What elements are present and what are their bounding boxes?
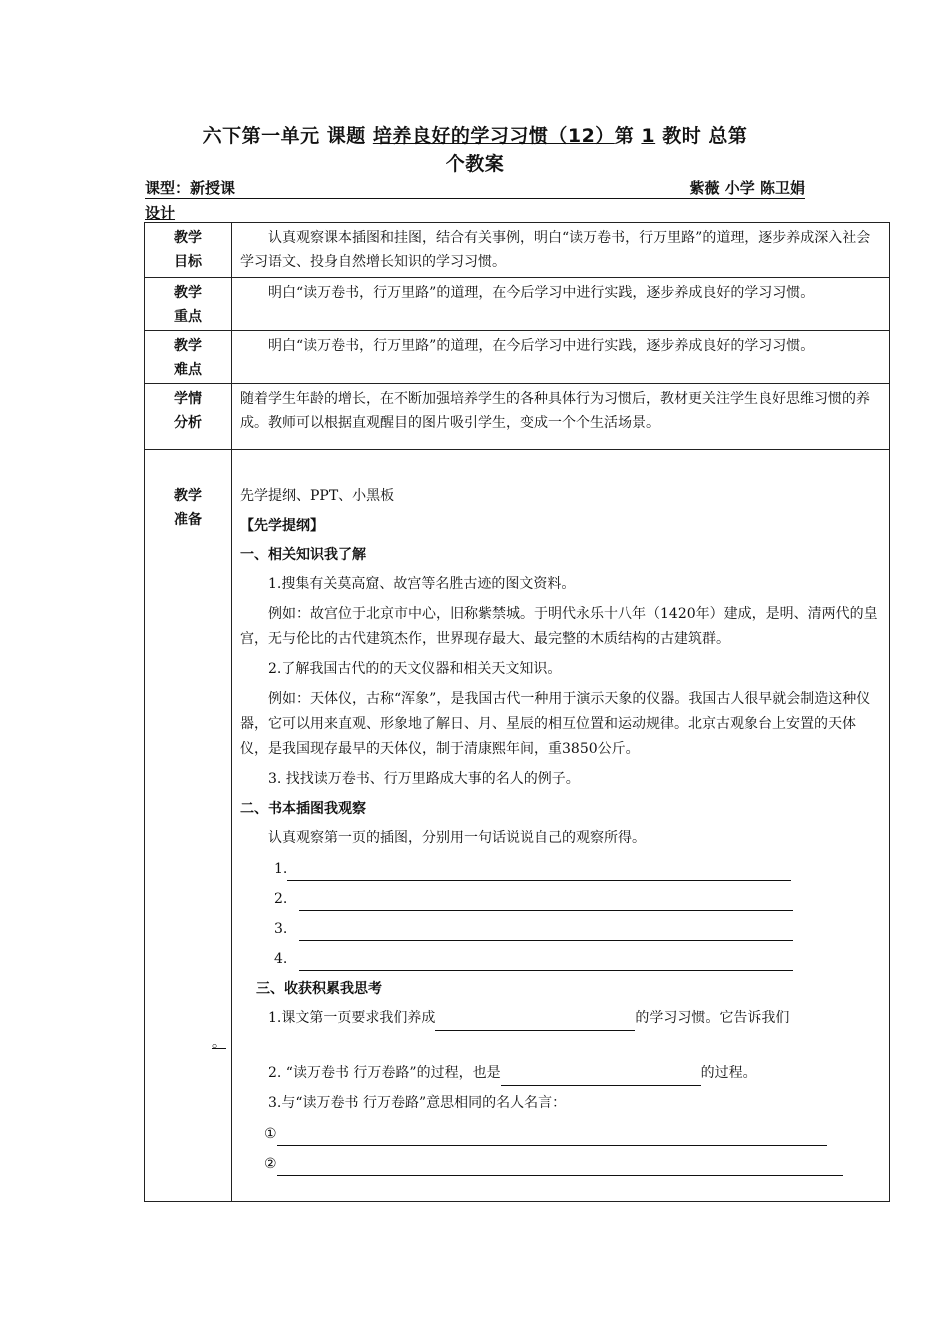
section2-intro: 认真观察第一页的插图，分别用一句话说说自己的观察所得。 — [268, 830, 646, 846]
section1-item3: 3. 找找读万卷书、行万里路成大事的名人的例子。 — [268, 771, 580, 787]
row-key — [145, 278, 890, 331]
analysis-label: 学情 分析 — [145, 384, 232, 450]
row-analysis — [145, 384, 890, 450]
section1-example2: 例如：天体仪，古称“浑象”，是我国古代一种用于演示天象的仪器。我国古人很早就会制造这种仪器，它可以用来直观、形象地了解日、月、星辰的相互位置和运动规律。北京古观象台上安置的天体仪，是我国现存最早的天体仪，制于清康熙年间，重3850公斤。 — [240, 691, 871, 757]
q1-blank[interactable] — [435, 1012, 635, 1031]
prep-materials: 先学提纲、PPT、小黑板 — [240, 488, 395, 504]
q2-blank[interactable] — [501, 1067, 701, 1086]
quote-line-1[interactable]: ① — [264, 1122, 881, 1146]
goal-label: 教学 目标 — [145, 223, 232, 278]
lesson-plan-table — [144, 222, 890, 1202]
section2-title: 二、书本插图我观察 — [240, 801, 366, 817]
goal-text: 认真观察课本插图和挂图，结合有关事例，明白“读万卷书，行万里路”的道理，逐步养成深入社会学习语文、投身自然增长知识的学习习惯。 — [232, 223, 890, 278]
title-topic: 培养良好的学习习惯（12） — [372, 125, 615, 147]
answer-line-1[interactable]: 1. — [274, 857, 881, 881]
row-goal — [145, 223, 890, 278]
quote-line-2[interactable]: ② — [264, 1152, 881, 1176]
answer-line-4[interactable]: 4. — [274, 947, 881, 971]
analysis-text: 随着学生年龄的增长，在不断加强培养学生的各种具体行为习惯后，教材更关注学生良好思维习惯的养成。教师可以根据直观醒目的图片吸引学生，变成一个个生活场景。 — [232, 384, 890, 450]
lesson-type: 课型：新授课 — [145, 179, 236, 197]
meta-row — [145, 177, 805, 199]
section3-q1: 1.课文第一页要求我们养成 的学习习惯。它告诉我们 。 — [212, 1010, 790, 1051]
title-lesson-number: 1 — [641, 125, 656, 147]
title-lesson-suffix: 教时 总第 — [655, 125, 748, 147]
difficulty-label: 教学 难点 — [145, 331, 232, 384]
answer-line-3[interactable]: 3. — [274, 917, 881, 941]
section3-title: 三、收获积累我思考 — [256, 981, 382, 997]
difficulty-text: 明白“读万卷书，行万里路”的道理，在今后学习中进行实践，逐步养成良好的学习习惯。 — [232, 331, 890, 384]
key-text: 明白“读万卷书，行万里路”的道理，在今后学习中进行实践，逐步养成良好的学习习惯。 — [232, 278, 890, 331]
document-title — [140, 122, 810, 178]
title-lesson-prefix: 第 — [614, 125, 642, 147]
prep-content — [212, 450, 890, 1202]
outline-title: 【先学提纲】 — [240, 518, 324, 534]
school-author: 紫薇 小学 陈卫娟 — [689, 179, 805, 197]
answer-line-2[interactable]: 2. — [274, 887, 881, 911]
design-label: 设计 — [145, 204, 176, 222]
section1-item1: 1.搜集有关莫高窟、故宫等名胜古迹的图文资料。 — [268, 576, 576, 592]
section3-q3: 3.与“读万卷书 行万卷路”意思相同的名人名言： — [268, 1095, 567, 1111]
row-difficulty — [145, 331, 890, 384]
row-prep — [145, 450, 890, 1202]
key-label: 教学 重点 — [145, 278, 232, 331]
prep-label: 教学 准备 — [145, 450, 232, 1202]
title-prefix: 六下第一单元 课题 — [202, 125, 373, 147]
title-line2: 个教案 — [445, 153, 505, 175]
section1-example1: 例如：故宫位于北京市中心，旧称紫禁城。于明代永乐十八年（1420年）建成，是明、清两代的皇宫，无与伦比的古代建筑杰作，世界现存最大、最完整的木质结构的古建筑群。 — [240, 606, 878, 647]
section1-title: 一、相关知识我了解 — [240, 547, 366, 563]
section3-q2: 2. “读万卷书 行万卷路”的过程，也是 的过程。 — [240, 1061, 881, 1086]
section1-item2: 2.了解我国古代的的天文仪器和相关天文知识。 — [268, 661, 562, 677]
